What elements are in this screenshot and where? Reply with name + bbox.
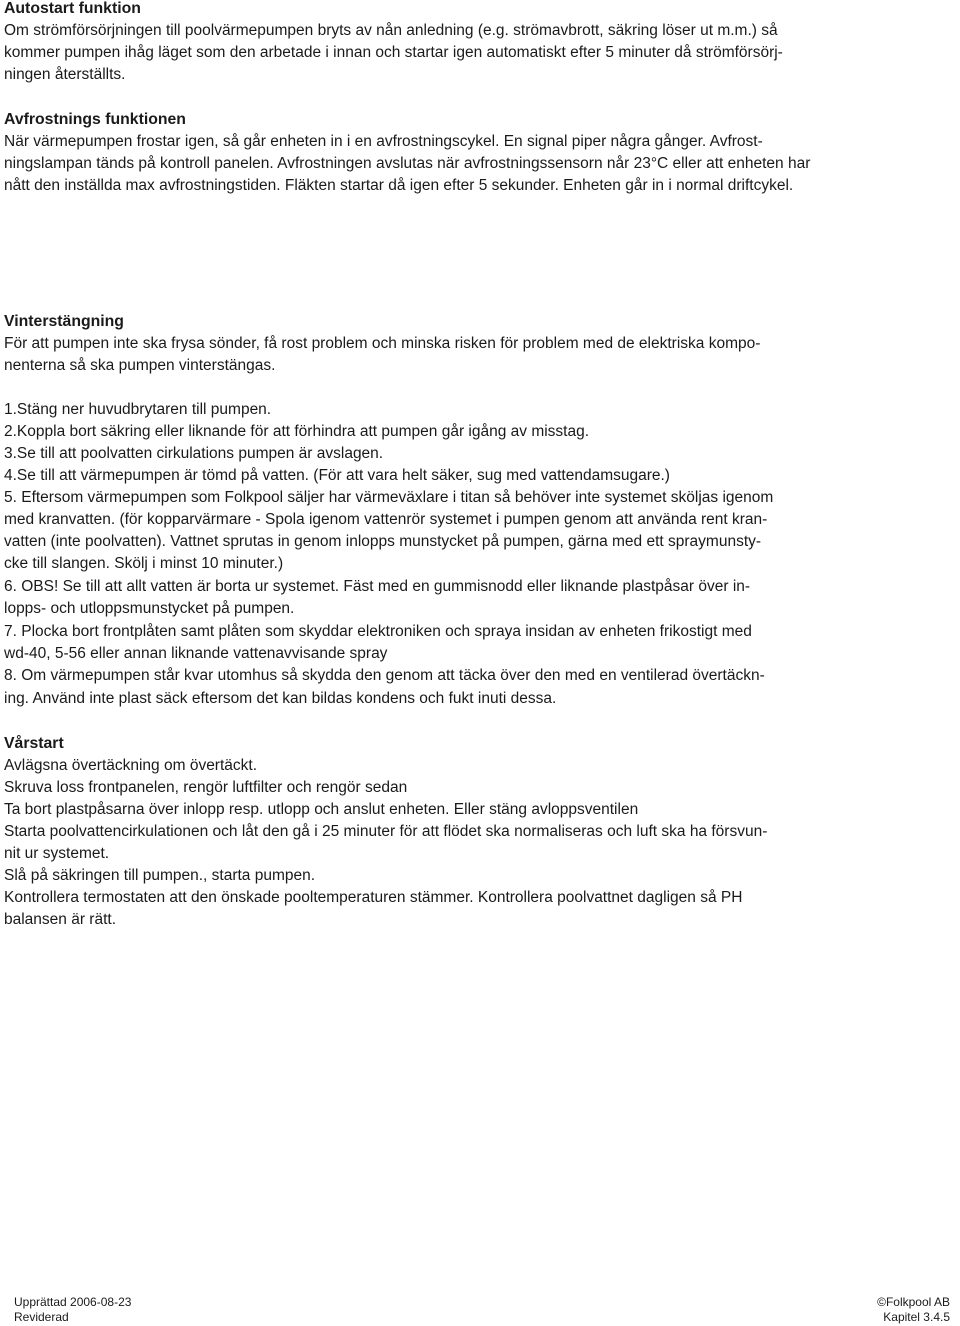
avfrostning-line: ningslampan tänds på kontroll panelen. Avfrostningen avslutas när avfrostningssensorn når 23°C eller att enheten har <box>4 155 811 172</box>
autostart-line: ningen återställts. <box>4 66 126 83</box>
heading-autostart: Autostart funktion <box>4 0 141 17</box>
vinter-intro-line: nenterna så ska pumpen vinterstängas. <box>4 357 276 374</box>
vinter-step-line: ing. Använd inte plast säck eftersom det kan bildas kondens och fukt inuti dessa. <box>4 690 557 707</box>
vinter-step-line: 4.Se till att värmepumpen är tömd på vatten. (För att vara helt säker, sug med vattendamsugare.) <box>4 467 670 484</box>
vinter-step-line: med kranvatten. (för kopparvärmare - Spola igenom vattenrör systemet i pumpen genom att använda rent kran- <box>4 511 768 528</box>
vinter-step-line: 5. Eftersom värmepumpen som Folkpool säljer har värmeväxlare i titan så behöver inte systemet sköljas igenom <box>4 489 774 506</box>
avfrostning-line: När värmepumpen frostar igen, så går enheten in i en avfrostningscykel. En signal piper några gånger. Avfrost- <box>4 133 763 150</box>
vinter-step-line: vatten (inte poolvatten). Vattnet sprutas in genom inlopps munstycket på pumpen, gärna med ett spraymunsty- <box>4 533 762 550</box>
varstart-line: Avlägsna övertäckning om övertäckt. <box>4 757 258 774</box>
varstart-line: balansen är rätt. <box>4 911 117 928</box>
vinter-step-line: 8. Om värmepumpen står kvar utomhus så skydda den genom att täcka över den med en ventilerad övertäckn- <box>4 667 765 684</box>
varstart-line: Slå på säkringen till pumpen., starta pumpen. <box>4 867 316 884</box>
vinter-step-line: 3.Se till att poolvatten cirkulations pumpen är avslagen. <box>4 445 384 462</box>
vinter-step-line: 1.Stäng ner huvudbrytaren till pumpen. <box>4 401 272 418</box>
footer-chapter: Kapitel 3.4.5 <box>883 1310 950 1324</box>
footer-copyright: ©Folkpool AB <box>877 1295 950 1309</box>
footer-revised: Reviderad <box>14 1310 69 1324</box>
varstart-line: Kontrollera termostaten att den önskade pooltemperaturen stämmer. Kontrollera poolvattnet dagligen så PH <box>4 889 743 906</box>
vinter-step-line: wd-40, 5-56 eller annan liknande vattenavvisande spray <box>4 645 388 662</box>
varstart-line: Ta bort plastpåsarna över inlopp resp. utlopp och anslut enheten. Eller stäng avloppsventilen <box>4 801 639 818</box>
autostart-line: kommer pumpen ihåg läget som den arbetade i innan och startar igen automatiskt efter 5 minuter då strömförsörj- <box>4 44 783 61</box>
varstart-line: Starta poolvattencirkulationen och låt den gå i 25 minuter för att flödet ska normaliseras och luft ska ha försvun- <box>4 823 768 840</box>
vinter-intro-line: För att pumpen inte ska frysa sönder, få rost problem och minska risken för problem med de elektriska kompo- <box>4 335 761 352</box>
autostart-line: Om strömförsörjningen till poolvärmepumpen bryts av nån anledning (e.g. strömavbrott, säkring löser ut m.m.) så <box>4 22 778 39</box>
vinter-step-line: 2.Koppla bort säkring eller liknande för att förhindra att pumpen går igång av misstag. <box>4 423 590 440</box>
footer-created-date: Upprättad 2006-08-23 <box>14 1295 132 1309</box>
heading-varstart: Vårstart <box>4 735 64 752</box>
vinter-step-line: cke till slangen. Skölj i minst 10 minuter.) <box>4 555 284 572</box>
avfrostning-line: nått den inställda max avfrostningstiden. Fläkten startar då igen efter 5 sekunder. Enheten går in i normal driftcykel. <box>4 177 794 194</box>
vinter-step-line: 6. OBS! Se till att allt vatten är borta ur systemet. Fäst med en gummisnodd eller liknande plastpåsar över in- <box>4 578 751 595</box>
varstart-line: Skruva loss frontpanelen, rengör luftfilter och rengör sedan <box>4 779 408 796</box>
vinter-step-line: lopps- och utloppsmunstycket på pumpen. <box>4 600 295 617</box>
vinter-step-line: 7. Plocka bort frontplåten samt plåten som skyddar elektroniken och spraya insidan av enheten frikostigt med <box>4 623 752 640</box>
varstart-line: nit ur systemet. <box>4 845 110 862</box>
heading-vinterstangning: Vinterstängning <box>4 313 124 330</box>
heading-avfrostning: Avfrostnings funktionen <box>4 111 186 128</box>
